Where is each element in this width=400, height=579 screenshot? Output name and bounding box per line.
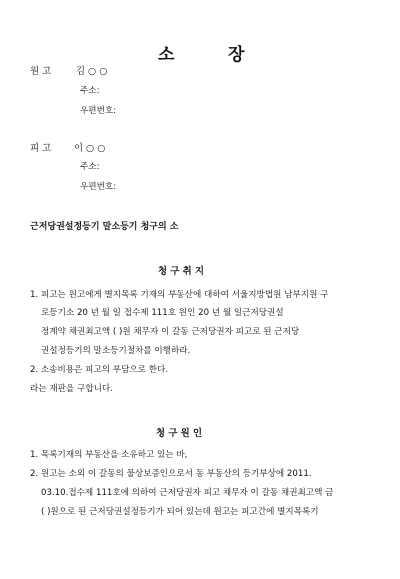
cause-line: ( )원으로 된 근저당권설정등기가 되어 있는데 원고는 피고간에 별지목록기 — [41, 507, 319, 517]
claim-line: 권설정등기의 말소등기절차를 이행하라. — [41, 346, 191, 356]
claim-line: 정계약 채권최고액 ( )원 채무자 이 갈동 근저당권자 피고로 된 근저당 — [41, 327, 300, 337]
plaintiff-postal-label: 우편번호: — [80, 106, 117, 116]
defendant-address-label: 주소: — [80, 162, 100, 172]
cause-heading: 청 구 원 인 — [156, 428, 203, 439]
plaintiff-label: 원 고 — [30, 66, 52, 77]
case-title: 근저당권설정등기 말소등기 청구의 소 — [30, 222, 179, 232]
defendant-name: 이 ○ ○ — [74, 143, 106, 154]
plaintiff-address-label: 주소: — [80, 86, 100, 96]
plaintiff-name: 김 ○ ○ — [76, 66, 108, 77]
defendant-postal-label: 우편번호: — [80, 182, 117, 192]
claim-line: 1. 피고는 원고에게 별지목록 기재의 부동산에 대하여 서울지방법원 남부지원 구 — [30, 290, 329, 300]
cause-line: 1. 목록기재의 부동산을 소유하고 있는 바, — [30, 450, 188, 460]
document-title-right: 장 — [228, 45, 245, 65]
defendant-label: 피 고 — [30, 143, 52, 154]
cause-line: 03.10.접수제 111호에 의하여 근저당권자 피고 채무자 이 갈동 채권최고액 금 — [41, 488, 334, 498]
claim-line: 라는 재판을 구합니다. — [30, 384, 113, 394]
cause-line: 2. 원고는 소외 이 갈동의 물상보증인으로서 동 부동산의 등기부상에 2011. — [30, 469, 312, 479]
claim-line: 로등기소 20 년 월 일 접수제 111호 원인 20 년 월 일근저당권설 — [41, 308, 284, 318]
document-title-left: 소 — [158, 45, 175, 65]
claim-heading: 청 구 취 지 — [158, 266, 205, 277]
claim-line: 2. 소송비용은 피고의 부담으로 한다. — [30, 365, 169, 375]
